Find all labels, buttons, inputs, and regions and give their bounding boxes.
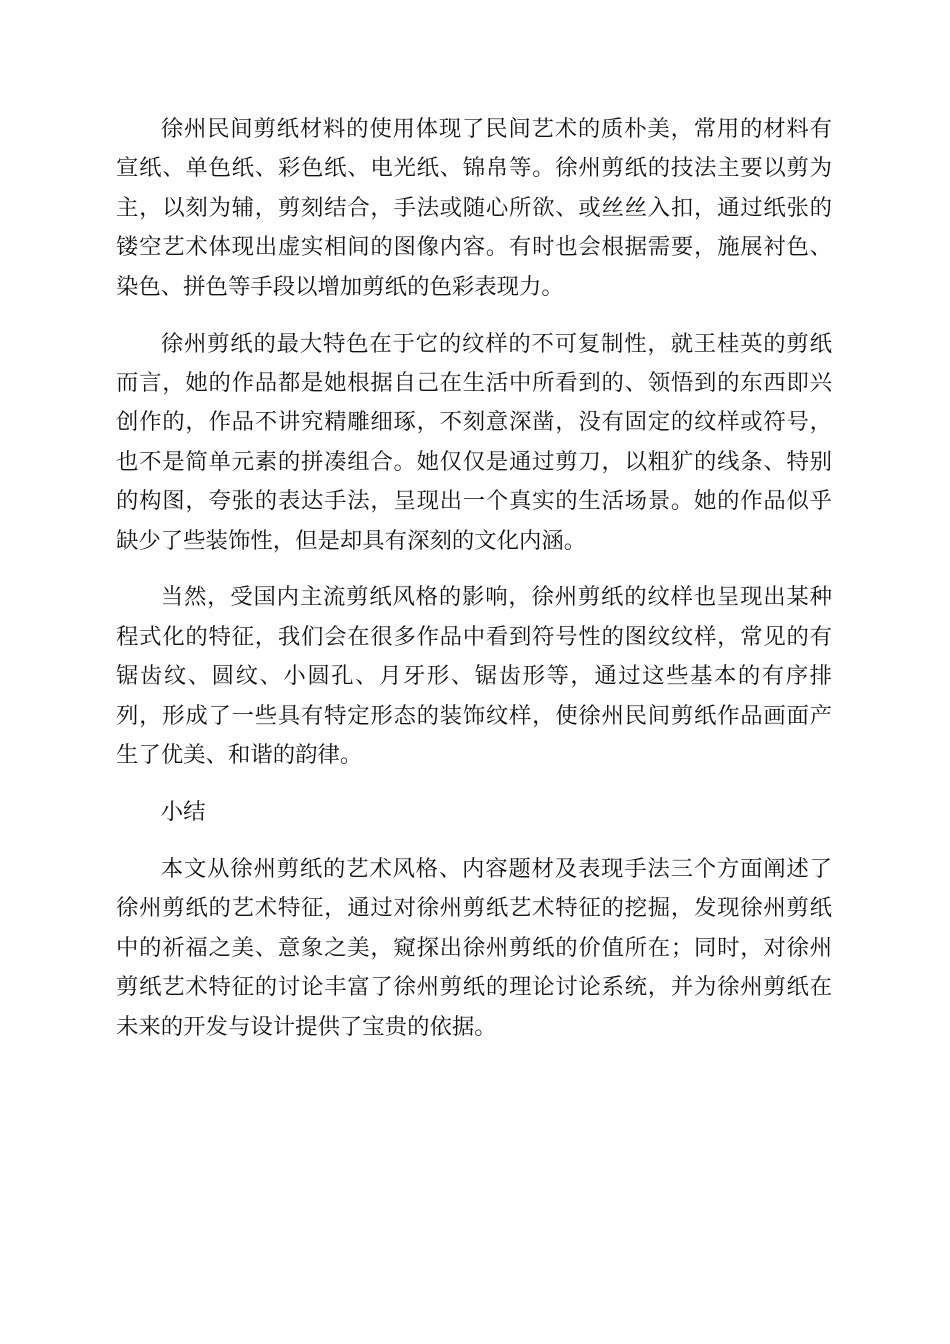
document-body — [116, 110, 832, 1064]
section-heading-summary: 小结 — [160, 799, 206, 825]
paragraph-pattern-uniqueness: 徐州剪纸的最大特色在于它的纹样的不可复制性，就王桂英的剪纸而言，她的作品都是她根据自己在生活中所看到的、领悟到的东西即兴创作的，作品不讲究精雕细琢，不刻意深凿，没有固定的纹样或符号，也不是简单元素的拼凑组合。她仅仅是通过剪刀，以粗犷的线条、特别的构图，夸张的表达手法，呈现出一个真实的生活场景。她的作品似乎缺少了些装饰性，但是却具有深刻的文化内涵。 — [116, 330, 832, 554]
paragraph-materials-techniques: 徐州民间剪纸材料的使用体现了民间艺术的质朴美，常用的材料有宣纸、单色纸、彩色纸、电光纸、锦帛等。徐州剪纸的技法主要以剪为主，以刻为辅，剪刻结合，手法或随心所欲、或丝丝入扣，通过纸张的镂空艺术体现出虚实相间的图像内容。有时也会根据需要，施展衬色、染色、拼色等手段以增加剪纸的色彩表现力。 — [116, 116, 832, 300]
paragraph-stylized-patterns: 当然，受国内主流剪纸风格的影响，徐州剪纸的纹样也呈现出某种程式化的特征，我们会在很多作品中看到符号性的图纹纹样，常见的有锯齿纹、圆纹、小圆孔、月牙形、锯齿形等，通过这些基本的有序排列，形成了一些具有特定形态的装饰纹样，使徐州民间剪纸作品画面产生了优美、和谐的韵律。 — [116, 584, 832, 769]
paragraph-summary: 本文从徐州剪纸的艺术风格、内容题材及表现手法三个方面阐述了徐州剪纸的艺术特征，通过对徐州剪纸艺术特征的挖掘，发现徐州剪纸中的祈福之美、意象之美，窥探出徐州剪纸的价值所在；同时，对徐州剪纸艺术特征的讨论丰富了徐州剪纸的理论讨论系统，并为徐州剪纸在未来的开发与设计提供了宝贵的依据。 — [116, 855, 832, 1040]
